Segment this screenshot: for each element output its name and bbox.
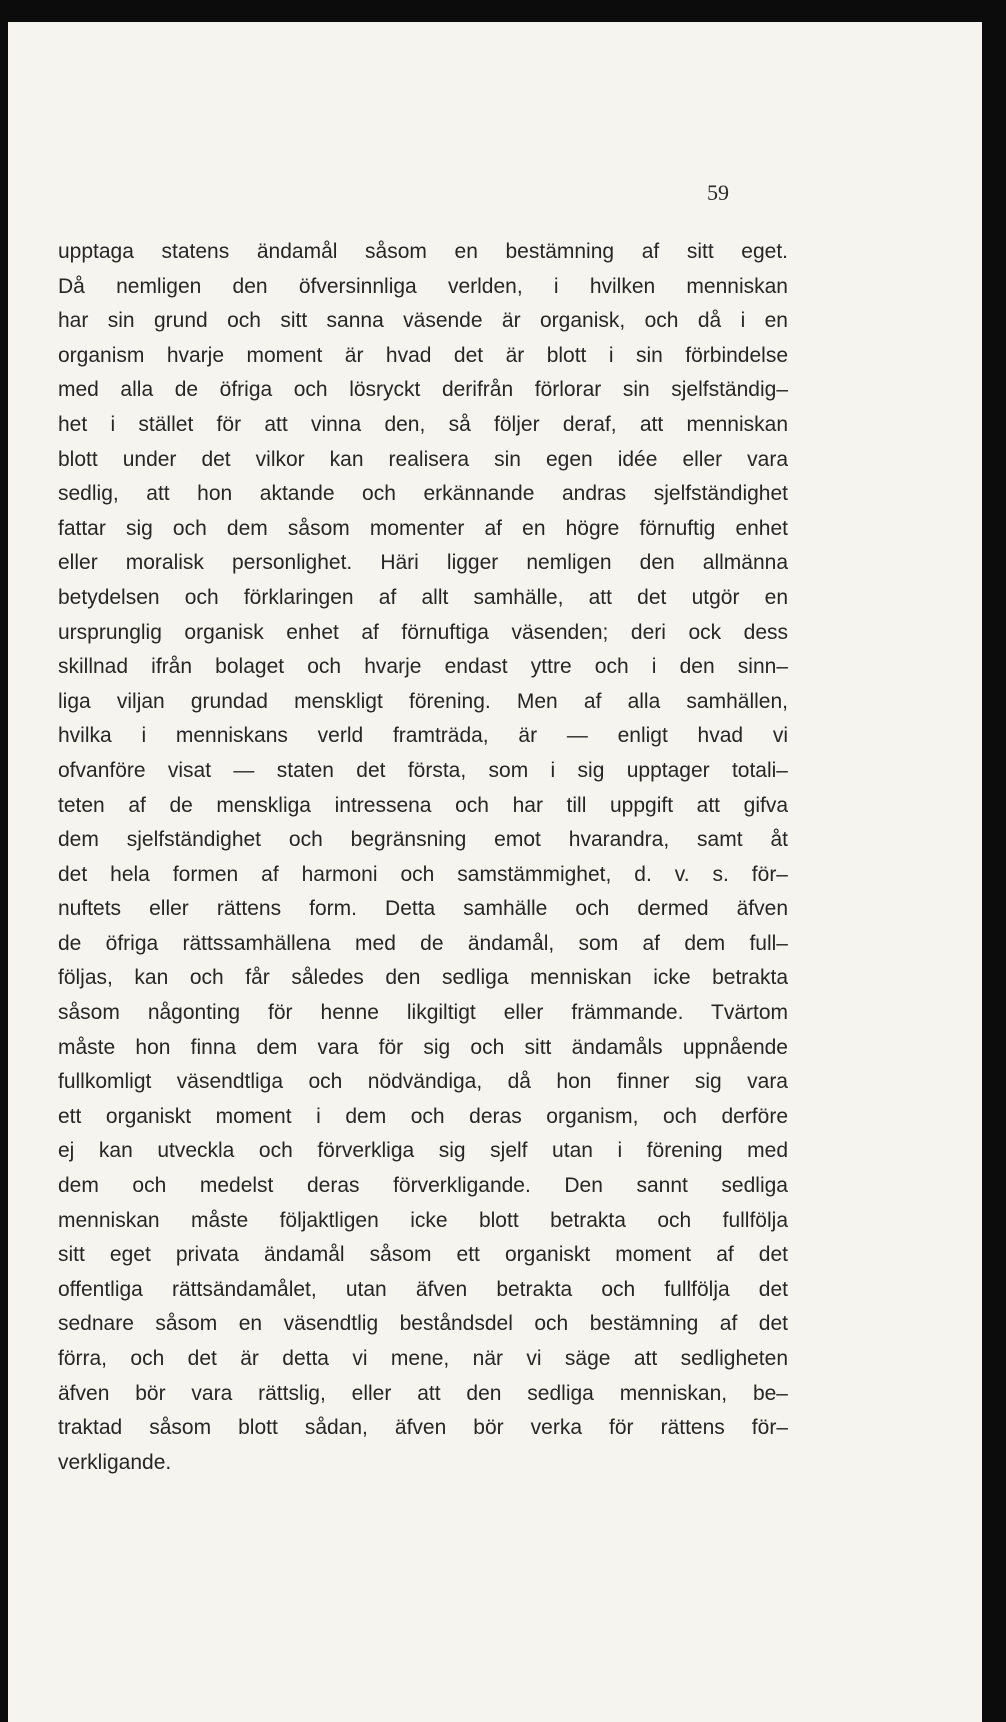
text-line: sedlig, att hon aktande och erkännande andras sjelfständighet [58, 482, 788, 506]
text-line: het i stället för att vinna den, så följer deraf, att menniskan [58, 412, 788, 436]
text-line: teten af de menskliga intressena och har till uppgift att gifva [58, 793, 788, 817]
page-number: 59 [707, 180, 729, 205]
text-line: såsom någonting för henne likgiltigt eller främmande. Tvärtom [58, 1001, 788, 1025]
text-line: fullkomligt väsendtliga och nödvändiga, då hon finner sig vara [58, 1070, 788, 1094]
text-line: ursprunglig organisk enhet af förnuftiga väsenden; deri ock dess [58, 620, 788, 644]
text-line: liga viljan grundad menskligt förening. Men af alla samhällen, [58, 689, 788, 713]
text-line: sednare såsom en väsendtlig beståndsdel och bestämning af det [58, 1312, 788, 1336]
text-line: upptaga statens ändamål såsom en bestämning af sitt eget. [58, 240, 788, 263]
text-line: betydelsen och förklaringen af allt samhälle, att det utgör en [58, 585, 788, 609]
text-line: nuftets eller rättens form. Detta samhälle och dermed äfven [58, 897, 788, 921]
text-line: de öfriga rättssamhällena med de ändamål, som af dem full– [58, 931, 788, 955]
text-line: dem sjelfständighet och begränsning emot hvarandra, samt åt [58, 828, 788, 852]
text-line: har sin grund och sitt sanna väsende är organisk, och då i en [58, 309, 788, 333]
text-line: äfven bör vara rättslig, eller att den sedliga menniskan, be– [58, 1381, 788, 1405]
text-line: menniskan måste följaktligen icke blott betrakta och fullfölja [58, 1208, 788, 1232]
text-line: dem och medelst deras förverkligande. Den sannt sedliga [58, 1174, 788, 1198]
text-line: verkligande. [58, 1450, 172, 1474]
text-line: ej kan utveckla och förverkliga sig sjelf utan i förening med [58, 1139, 788, 1163]
text-line: eller moralisk personlighet. Häri ligger nemligen den allmänna [58, 551, 788, 575]
text-line: med alla de öfriga och lösryckt derifrån förlorar sin sjelfständig– [58, 378, 788, 402]
text-line: det hela formen af harmoni och samstämmighet, d. v. s. för– [58, 862, 788, 886]
text-line: fattar sig och dem såsom momenter af en högre förnuftig enhet [58, 516, 788, 540]
text-line: ett organiskt moment i dem och deras organism, och derföre [58, 1104, 788, 1128]
text-line: måste hon finna dem vara för sig och sitt ändamåls uppnående [58, 1035, 788, 1059]
text-line: offentliga rättsändamålet, utan äfven betrakta och fullfölja det [58, 1277, 788, 1301]
text-line: Då nemligen den öfversinnliga verlden, i hvilken menniskan [58, 274, 788, 298]
text-line: förra, och det är detta vi mene, när vi säge att sedligheten [58, 1347, 788, 1370]
text-line: organism hvarje moment är hvad det är blott i sin förbindelse [58, 343, 788, 367]
text-line: följas, kan och får således den sedliga menniskan icke betrakta [58, 966, 788, 990]
text-line: ofvanföre visat — staten det första, som i sig upptager totali– [58, 758, 788, 782]
text-line: hvilka i menniskans verld framträda, är — enligt hvad vi [58, 724, 788, 748]
text-line: traktad såsom blott sådan, äfven bör verka för rättens för– [58, 1416, 788, 1440]
book-page [8, 22, 982, 1722]
text-line: skillnad ifrån bolaget och hvarje endast yttre och i den sinn– [58, 655, 788, 679]
text-line: blott under det vilkor kan realisera sin egen idée eller vara [58, 447, 788, 471]
body-text [58, 235, 788, 1480]
text-line: sitt eget privata ändamål såsom ett organiskt moment af det [58, 1243, 788, 1267]
